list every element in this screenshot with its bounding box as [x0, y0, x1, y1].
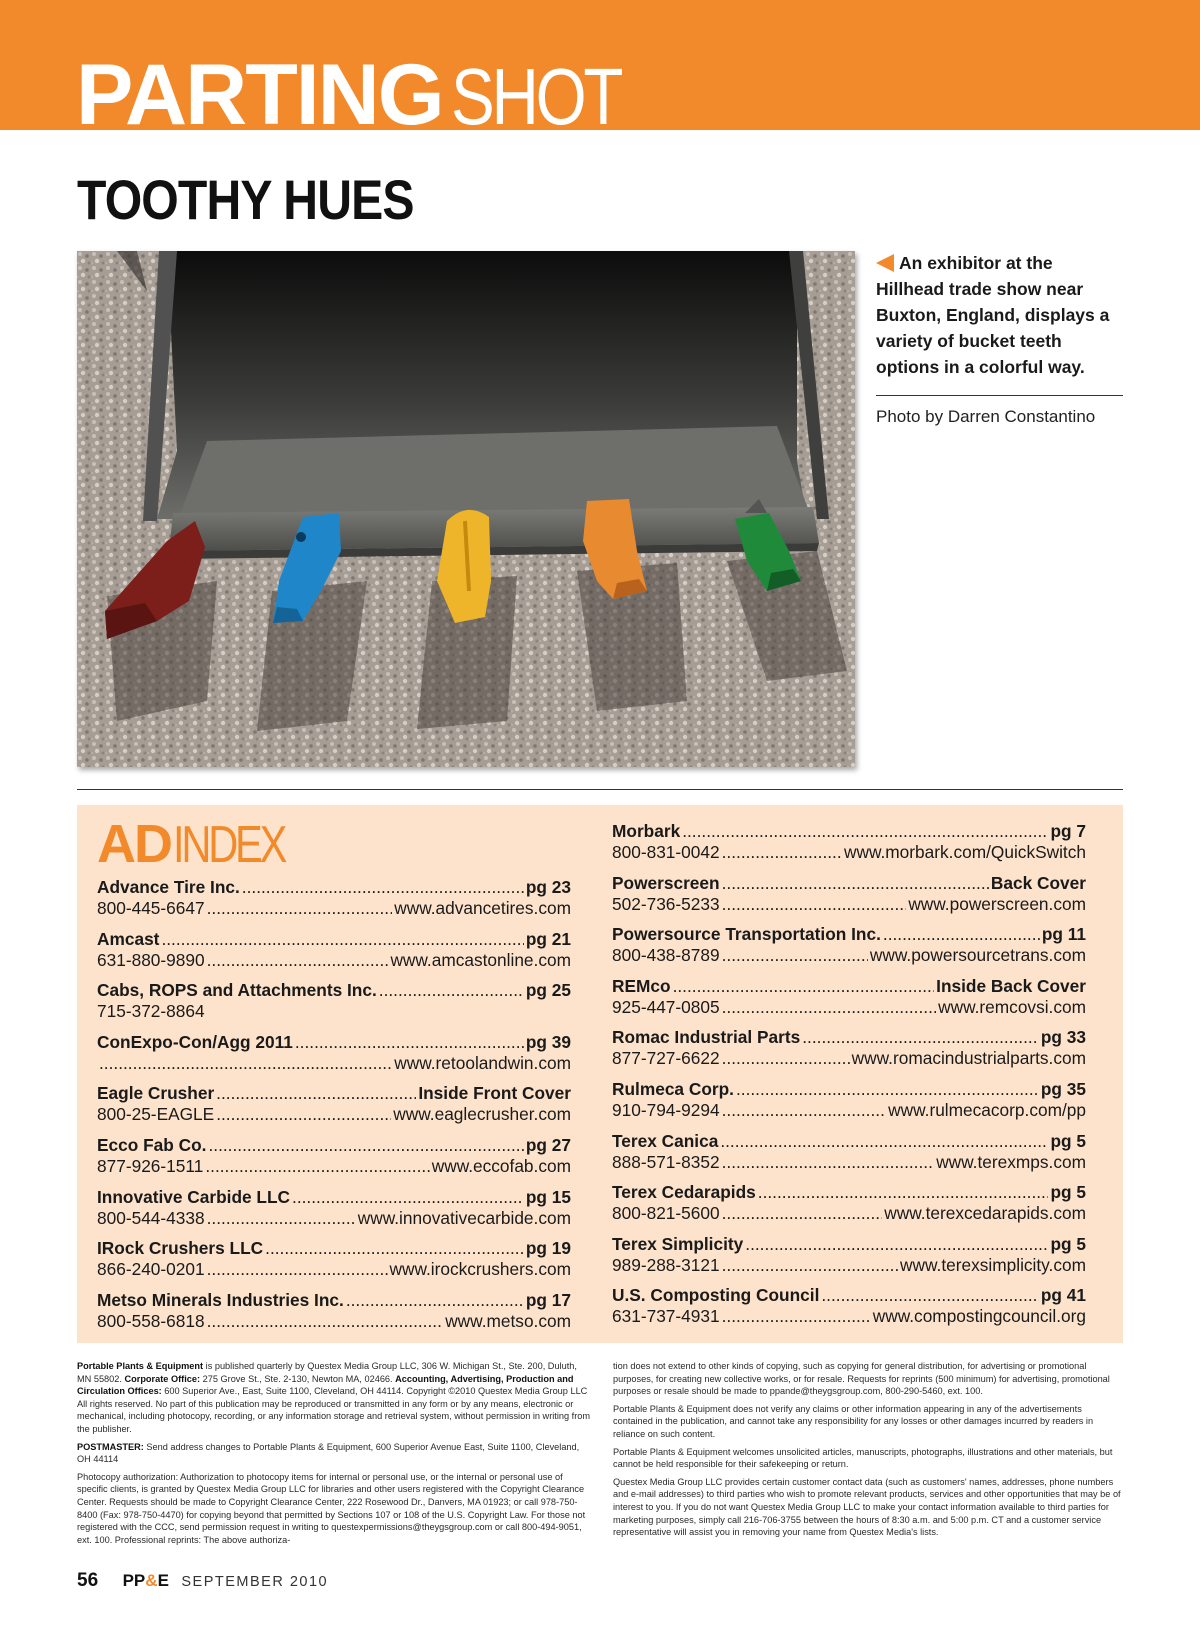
offices-label: Accounting, Advertising, Production and Circulation Offices:: [77, 1373, 574, 1397]
advertiser-name: Eagle Crusher: [97, 1083, 215, 1104]
page-number: 56: [77, 1570, 99, 1591]
advertiser-phone: 800-25-EAGLE: [97, 1104, 215, 1125]
ad-entry-name-line: [612, 1182, 1086, 1203]
leader-dots: [722, 1306, 871, 1327]
ad-entry-contact-line: [612, 1152, 1086, 1173]
logo-part-b: E: [157, 1571, 169, 1590]
ad-index-entry: [97, 1032, 571, 1084]
leader-dots: [207, 1208, 356, 1229]
ad-entry-name-line: [612, 1027, 1086, 1048]
ad-entry-contact-line: [612, 1255, 1086, 1276]
advertiser-name: U.S. Composting Council: [612, 1285, 820, 1306]
ad-entry-name-line: [612, 1079, 1086, 1100]
ad-index-title-light: INDEX: [173, 816, 285, 874]
advertiser-page: pg 11: [1041, 924, 1086, 945]
corporate-office-label: Corporate Office:: [124, 1373, 201, 1384]
advertiser-url[interactable]: www.amcastonline.com: [390, 949, 571, 970]
advertiser-phone: 502-736-5233: [612, 893, 720, 914]
postmaster-info: [77, 1441, 593, 1466]
leader-dots: [722, 945, 868, 966]
advertiser-url[interactable]: www.morbark.com/QuickSwitch: [844, 842, 1086, 862]
advertiser-name: Rulmeca Corp.: [612, 1078, 734, 1099]
leader-dots: [295, 1032, 524, 1053]
advertiser-url[interactable]: www.powerscreen.com: [908, 893, 1086, 914]
advertiser-name: Amcast: [97, 928, 160, 949]
ad-entry-name-line: [612, 924, 1086, 945]
leader-dots: [883, 924, 1040, 945]
ad-entry-contact-line: [612, 945, 1086, 966]
leader-dots: [207, 950, 389, 971]
issue-date: SEPTEMBER 2010: [181, 1574, 329, 1590]
ad-index-entry: [612, 1131, 1086, 1183]
leader-dots: [99, 1053, 392, 1074]
ad-index-entry: [97, 1135, 571, 1187]
leader-dots: [722, 894, 907, 915]
leader-dots: [265, 1238, 524, 1259]
ad-entry-contact-line: [97, 1001, 571, 1022]
advertiser-page: pg 19: [525, 1238, 571, 1259]
advertiser-url[interactable]: www.terexcedarapids.com: [884, 1203, 1086, 1224]
advertiser-phone: 877-727-6622: [612, 1048, 720, 1069]
advertiser-phone: 715-372-8864: [97, 1001, 205, 1022]
logo-ampersand: &: [145, 1571, 158, 1590]
advertiser-url[interactable]: www.retoolandwin.com: [394, 1052, 571, 1073]
ad-index-entry: [97, 1290, 571, 1342]
leader-dots: [722, 1100, 887, 1121]
ad-index-entry: [97, 929, 571, 981]
banner-title-bold: PARTING: [76, 47, 443, 130]
privacy-info: Questex Media Group LLC provides certain customer contact data (such as customers' names, addresses, phone numbers and e-mail addresses) to third parties who wish to promote relevant products, services and other opportunities that may be of interest to you. If you do not want Questex Media Group LLC to make your contact information available to third parties for marketing purposes, simply call 216-706-3755 between the hours of 8:30 a.m. and 5:00 p.m. CT and a customer service representative will assist you in removing your name from Questex Media's lists.: [613, 1476, 1121, 1538]
ad-entry-contact-line: [612, 1100, 1086, 1121]
advertiser-name: Metso Minerals Industries Inc.: [97, 1289, 344, 1310]
offices-text: 600 Superior Ave., East, Suite 1100, Cleveland, OH 44114. Copyright ©2010 Questex Media Group LLC All rights reserved. No part of this publication may be reproduced or transmitted in any form or by any means, electronic or mechanical, including photocopy, recording, or any information storage and retrieval system, without permission in writing from the publisher.: [77, 1386, 591, 1434]
footer-legal-right: [613, 1360, 1123, 1544]
ad-entry-contact-line: [612, 997, 1086, 1018]
ad-index-entry: [612, 1027, 1086, 1079]
advertiser-name: ConExpo-Con/Agg 2011: [97, 1031, 293, 1052]
ad-entry-name-line: [612, 821, 1086, 842]
ad-entry-name-line: [612, 1234, 1086, 1255]
leader-dots: [722, 842, 842, 863]
publisher-info: [77, 1360, 593, 1436]
ad-entry-name-line: [97, 1187, 571, 1208]
advertiser-name: Ecco Fab Co.: [97, 1134, 207, 1155]
banner-title-light: SHOT: [450, 52, 620, 130]
ad-entry-contact-line: [97, 1053, 571, 1074]
advertiser-page: pg 15: [525, 1186, 571, 1207]
advertiser-url[interactable]: www.rulmecacorp.com/pp: [888, 1099, 1086, 1120]
leader-dots: [205, 1156, 429, 1177]
ad-entry-contact-line: [612, 894, 1086, 915]
photo-credit: Photo by Darren Constantino: [876, 407, 1096, 426]
advertiser-name: REMco: [612, 975, 671, 996]
ad-index-entry: [612, 1079, 1086, 1131]
advertiser-page: pg 23: [525, 877, 571, 897]
leader-dots: [722, 997, 937, 1018]
leader-dots: [292, 1187, 524, 1208]
ad-index-entry: [612, 873, 1086, 925]
leader-dots: [216, 1083, 416, 1104]
advertiser-url[interactable]: www.eccofab.com: [431, 1155, 571, 1176]
advertiser-phone: 925-447-0805: [612, 996, 720, 1017]
advertiser-name: Powersource Transportation Inc.: [612, 924, 881, 945]
advertiser-phone: 631-880-9890: [97, 949, 205, 970]
ad-entry-name-line: [97, 929, 571, 950]
caption-divider: [876, 395, 1123, 396]
advertiser-phone: 888-571-8352: [612, 1151, 720, 1172]
ad-index-left-column: [97, 877, 571, 1341]
leader-dots: [207, 1259, 388, 1280]
ad-entry-name-line: [97, 1083, 571, 1104]
advertiser-page: pg 5: [1050, 1233, 1086, 1254]
claims-disclaimer: Portable Plants & Equipment does not verify any claims or other information appearing in any of the advertisements contained in the publication, and cannot take any responsibility for any losses or other damages incurred by readers in reliance on such content.: [613, 1403, 1094, 1439]
advertiser-page: pg 33: [1040, 1027, 1086, 1048]
advertiser-url[interactable]: www.advancetires.com: [394, 898, 571, 918]
leader-dots: [216, 1104, 391, 1125]
leader-dots: [673, 976, 935, 997]
ad-index-panel: [77, 805, 1123, 1343]
footer-legal-left: [77, 1360, 593, 1551]
advertiser-name: Powerscreen: [612, 872, 720, 893]
advertiser-phone: 800-831-0042: [612, 842, 720, 862]
ad-entry-name-line: [612, 976, 1086, 997]
advertiser-phone: 866-240-0201: [97, 1259, 205, 1280]
logo-part-a: PP: [122, 1571, 146, 1590]
leader-dots: [821, 1285, 1038, 1306]
ad-entry-contact-line: [97, 1311, 571, 1332]
advertiser-name: Terex Simplicity: [612, 1233, 744, 1254]
ad-entry-name-line: [97, 1290, 571, 1311]
ad-entry-name-line: [97, 1032, 571, 1053]
caption-text: An exhibitor at the Hillhead trade show near Buxton, England, displays a variety of bucket teeth options in a colorful way.: [876, 253, 1110, 377]
ad-entry-name-line: [612, 1131, 1086, 1152]
ad-entry-name-line: [97, 877, 571, 898]
advertiser-url[interactable]: www.compostingcouncil.org: [872, 1306, 1086, 1327]
advertiser-name: Advance Tire Inc.: [97, 877, 240, 897]
advertiser-phone: 631-737-4931: [612, 1306, 720, 1327]
ad-entry-contact-line: [97, 1156, 571, 1177]
leader-dots: [161, 929, 523, 950]
advertiser-page: pg 17: [525, 1289, 571, 1310]
ad-index-title-bold: AD: [97, 814, 171, 874]
leader-dots: [207, 1311, 444, 1332]
advertiser-url[interactable]: www.eaglecrusher.com: [393, 1104, 571, 1125]
leader-dots: [722, 1048, 850, 1069]
postmaster-label: POSTMASTER:: [77, 1441, 144, 1452]
advertiser-name: Terex Cedarapids: [612, 1182, 756, 1203]
section-divider: [77, 789, 1123, 790]
ad-entry-contact-line: [612, 1048, 1086, 1069]
ad-entry-contact-line: [97, 898, 571, 919]
advertiser-page: pg 39: [525, 1031, 571, 1052]
article-photo: [77, 251, 855, 767]
leader-dots: [722, 1203, 883, 1224]
ad-entry-name-line: [97, 980, 571, 1001]
ad-entry-contact-line: [612, 842, 1086, 863]
advertiser-page: pg 5: [1050, 1182, 1086, 1203]
ad-index-entry: [97, 1187, 571, 1239]
photocopy-info: Photocopy authorization: Authorization to photocopy items for internal or personal use, or the internal or personal use of specific clients, is granted by Questex Media Group LLC for libraries and other users registered with the Copyright Clearance Center. Requests should be made to Copyright Clearance Center, 222 Rosewood Dr., Danvers, MA 01923; or call 978-750-8400 (Fax: 978-750-4470) for copying beyond that permitted by Sections 107 or 108 of the U.S. Copyright Law. For those not registered with the CCC, send permission request in writing to questexpermissions@theygsgroup.com or call 800-494-9051, ext. 100. Professional reprints: The above authoriza-: [77, 1471, 586, 1545]
postmaster-text: Send address changes to Portable Plants & Equipment, 600 Superior Avenue East, Suite 1100, Cleveland, OH 44114: [77, 1441, 580, 1465]
ad-entry-contact-line: [97, 1104, 571, 1125]
leader-dots: [208, 1135, 523, 1156]
advertiser-page: pg 7: [1050, 821, 1086, 841]
ad-entry-contact-line: [612, 1306, 1086, 1327]
advertiser-page: pg 35: [1040, 1078, 1086, 1099]
leader-dots: [722, 1152, 935, 1173]
ad-index-entry: [612, 1182, 1086, 1234]
magazine-logo: [123, 1571, 169, 1590]
advertiser-page: pg 5: [1050, 1130, 1086, 1151]
leader-dots: [802, 1027, 1039, 1048]
reprint-info: tion does not extend to other kinds of copying, such as copying for general distribution, for advertising or promotional purposes, for creating new collective works, or for resale. Requests for reprints (500 minimum) for advertising, promotional purposes or resale should be made to ppande@theygsgroup.com, 800-290-5460, ext. 100.: [613, 1361, 1110, 1397]
ad-index-right-column: [612, 821, 1086, 1337]
ad-index-entry: [97, 1083, 571, 1135]
leader-dots: [242, 877, 524, 898]
advertiser-name: Cabs, ROPS and Attachments Inc.: [97, 980, 377, 1001]
ad-index-title: [97, 814, 312, 874]
advertiser-page: pg 27: [525, 1134, 571, 1155]
leader-dots: [379, 980, 524, 1001]
ad-index-entry: [612, 821, 1086, 873]
advertiser-url[interactable]: www.metso.com: [445, 1310, 571, 1331]
advertiser-name: IRock Crushers LLC: [97, 1238, 264, 1259]
ad-index-entry: [97, 1238, 571, 1290]
advertiser-url[interactable]: www.romacindustrialparts.com: [851, 1048, 1086, 1069]
advertiser-name: Romac Industrial Parts: [612, 1027, 801, 1048]
ad-entry-contact-line: [97, 950, 571, 971]
advertiser-url[interactable]: www.terexmps.com: [936, 1151, 1086, 1172]
advertiser-name: Morbark: [612, 821, 681, 841]
leader-dots: [682, 821, 1048, 842]
page-folio: [77, 1571, 328, 1590]
ad-index-entry: [97, 980, 571, 1032]
leader-dots: [720, 1131, 1048, 1152]
advertiser-phone: 800-438-8789: [612, 945, 720, 966]
advertiser-url[interactable]: www.powersourcetrans.com: [869, 945, 1086, 966]
advertiser-phone: 989-288-3121: [612, 1254, 720, 1275]
advertiser-page: pg 21: [525, 928, 571, 949]
advertiser-name: Terex Canica: [612, 1130, 719, 1151]
advertiser-phone: 800-821-5600: [612, 1203, 720, 1224]
advertiser-url[interactable]: www.irockcrushers.com: [389, 1259, 571, 1280]
advertiser-page: Back Cover: [990, 872, 1086, 893]
leader-dots: [346, 1290, 524, 1311]
banner-title: [76, 47, 657, 130]
leader-dots: [745, 1234, 1048, 1255]
advertiser-page: Inside Front Cover: [418, 1083, 571, 1104]
caption-arrow-icon: [876, 254, 894, 272]
leader-dots: [758, 1182, 1049, 1203]
leader-dots: [736, 1079, 1039, 1100]
advertiser-phone: 800-544-4338: [97, 1207, 205, 1228]
advertiser-phone: 800-445-6647: [97, 898, 205, 918]
advertiser-phone: 910-794-9294: [612, 1099, 720, 1120]
ad-index-entry: [612, 1285, 1086, 1337]
leader-dots: [722, 873, 989, 894]
advertiser-url[interactable]: www.terexsimplicity.com: [900, 1254, 1086, 1275]
advertiser-page: Inside Back Cover: [936, 975, 1086, 996]
ad-entry-name-line: [97, 1135, 571, 1156]
bucket-teeth-photo: [77, 251, 855, 767]
ad-entry-contact-line: [612, 1203, 1086, 1224]
ad-index-entry: [612, 924, 1086, 976]
section-banner: [0, 0, 1200, 130]
ad-entry-name-line: [612, 873, 1086, 894]
advertiser-name: Innovative Carbide LLC: [97, 1186, 291, 1207]
advertiser-url[interactable]: www.remcovsi.com: [938, 996, 1086, 1017]
publisher-text: is published quarterly by Questex Media Group LLC, 306 W. Michigan St., Ste. 200, Duluth, MN 55802.: [77, 1361, 577, 1384]
ad-entry-name-line: [97, 1238, 571, 1259]
ad-entry-name-line: [612, 1285, 1086, 1306]
advertiser-page: pg 41: [1040, 1285, 1086, 1306]
submissions-info: Portable Plants & Equipment welcomes unsolicited articles, manuscripts, photographs, illustrations and other materials, but cannot be held responsible for their safekeeping or return.: [613, 1446, 1113, 1470]
photo-caption: [876, 250, 1124, 380]
ad-entry-contact-line: [97, 1208, 571, 1229]
publisher-name: Portable Plants & Equipment: [77, 1361, 204, 1371]
ad-entry-contact-line: [97, 1259, 571, 1280]
article-headline: TOOTHY HUES: [77, 168, 414, 231]
advertiser-phone: 877-926-1511: [97, 1155, 204, 1176]
advertiser-page: pg 25: [525, 980, 571, 1001]
ad-index-entry: [612, 1234, 1086, 1286]
corporate-office-text: 275 Grove St., Ste. 2-130, Newton MA, 02466.: [200, 1373, 396, 1384]
leader-dots: [722, 1255, 898, 1276]
ad-index-entry: [612, 976, 1086, 1028]
advertiser-phone: 800-558-6818: [97, 1310, 205, 1331]
advertiser-url[interactable]: www.innovativecarbide.com: [357, 1207, 571, 1228]
ad-index-entry: [97, 877, 571, 929]
leader-dots: [207, 898, 393, 919]
